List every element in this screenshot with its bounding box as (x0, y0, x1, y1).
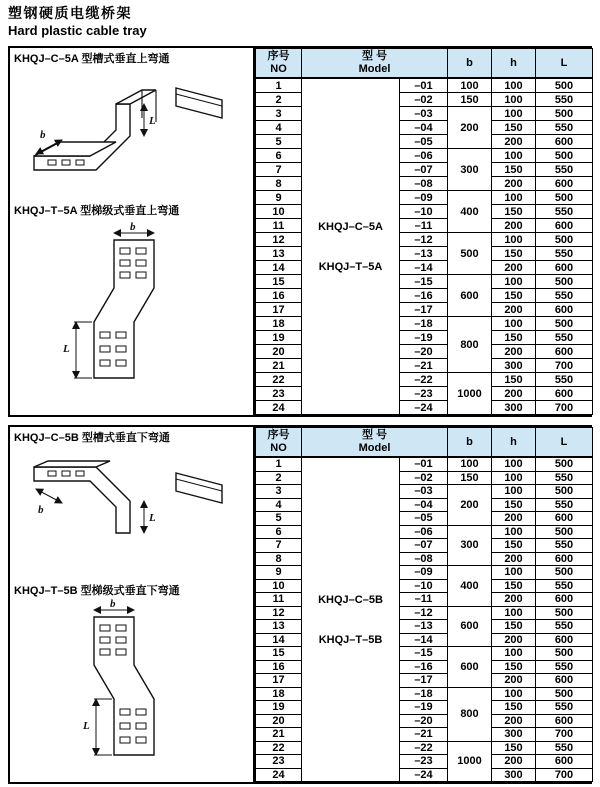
l-cell: 550 (536, 701, 593, 715)
model-suffix-cell: –12 (400, 606, 448, 620)
model-name-cell (302, 78, 400, 415)
l-cell: 600 (536, 345, 593, 359)
no-cell: 10 (256, 205, 302, 219)
h-cell: 200 (492, 261, 536, 275)
dim-b-label: b (130, 221, 136, 234)
model-suffix-cell: –05 (400, 512, 448, 526)
b-cell: 1000 (448, 741, 492, 782)
h-cell: 200 (492, 345, 536, 359)
b-cell: 100 (448, 78, 492, 93)
drawing-cell-5b (10, 427, 255, 782)
no-cell: 24 (256, 768, 302, 782)
no-cell: 9 (256, 191, 302, 205)
l-cell: 600 (536, 261, 593, 275)
h-cell: 300 (492, 401, 536, 415)
model-suffix-cell: –04 (400, 121, 448, 135)
l-cell: 600 (536, 135, 593, 149)
h-cell: 150 (492, 539, 536, 553)
spec-table-5a (255, 48, 593, 415)
h-cell: 200 (492, 552, 536, 566)
dim-l-label: L (83, 720, 90, 733)
h-cell: 150 (492, 163, 536, 177)
model-suffix-cell: –19 (400, 701, 448, 715)
spec-table-section-5a (8, 46, 592, 417)
spec-table-section-5b (8, 425, 592, 784)
header-row (256, 428, 593, 458)
l-cell: 600 (536, 674, 593, 688)
cover-piece-shape (176, 473, 222, 503)
no-cell: 14 (256, 633, 302, 647)
col-header-no: 序号 NO (256, 49, 302, 79)
no-cell: 20 (256, 714, 302, 728)
h-cell: 150 (492, 289, 536, 303)
spec-table-5b (255, 427, 593, 782)
l-cell: 500 (536, 566, 593, 580)
model-suffix-cell: –09 (400, 191, 448, 205)
h-cell: 100 (492, 275, 536, 289)
l-cell: 550 (536, 620, 593, 634)
no-cell: 20 (256, 345, 302, 359)
h-cell: 100 (492, 485, 536, 499)
b-cell: 800 (448, 687, 492, 741)
l-cell: 550 (536, 660, 593, 674)
no-cell: 19 (256, 701, 302, 715)
model-name-label: KHQJ–T–5B (318, 633, 383, 646)
b-cell: 400 (448, 566, 492, 607)
model-name-label: KHQJ–C–5B (318, 593, 383, 606)
col-header-h: h (492, 428, 536, 458)
no-cell: 18 (256, 687, 302, 701)
h-cell: 200 (492, 512, 536, 526)
no-cell: 11 (256, 219, 302, 233)
l-cell: 500 (536, 275, 593, 289)
model-suffix-cell: –11 (400, 593, 448, 607)
type-label-channel-5b: KHQJ–C–5B 型槽式垂直下弯通 (14, 432, 170, 445)
l-cell: 550 (536, 289, 593, 303)
header-row (256, 49, 593, 79)
model-suffix-cell: –05 (400, 135, 448, 149)
l-cell: 500 (536, 107, 593, 121)
model-suffix-cell: –23 (400, 387, 448, 401)
no-cell: 21 (256, 728, 302, 742)
h-cell: 100 (492, 78, 536, 93)
l-cell: 500 (536, 647, 593, 661)
h-cell: 200 (492, 755, 536, 769)
l-cell: 500 (536, 149, 593, 163)
l-cell: 550 (536, 741, 593, 755)
cover-piece-shape (176, 88, 222, 118)
model-suffix-cell: –22 (400, 741, 448, 755)
h-cell: 150 (492, 205, 536, 219)
no-cell: 9 (256, 566, 302, 580)
l-cell: 500 (536, 191, 593, 205)
model-suffix-cell: –20 (400, 345, 448, 359)
no-cell: 6 (256, 149, 302, 163)
model-suffix-cell: –21 (400, 359, 448, 373)
model-suffix-cell: –10 (400, 579, 448, 593)
no-cell: 17 (256, 674, 302, 688)
dim-b-label: b (110, 598, 116, 611)
b-cell: 500 (448, 233, 492, 275)
model-suffix-cell: –24 (400, 768, 448, 782)
model-suffix-cell: –02 (400, 93, 448, 107)
no-cell: 22 (256, 741, 302, 755)
no-cell: 12 (256, 606, 302, 620)
model-suffix-cell: –12 (400, 233, 448, 247)
h-cell: 100 (492, 647, 536, 661)
l-cell: 600 (536, 552, 593, 566)
no-cell: 3 (256, 107, 302, 121)
b-cell: 300 (448, 149, 492, 191)
l-cell: 600 (536, 755, 593, 769)
model-suffix-cell: –20 (400, 714, 448, 728)
no-cell: 23 (256, 755, 302, 769)
l-cell: 600 (536, 633, 593, 647)
h-cell: 200 (492, 387, 536, 401)
no-cell: 3 (256, 485, 302, 499)
model-suffix-cell: –13 (400, 620, 448, 634)
model-name-label: KHQJ–C–5A (318, 220, 383, 233)
l-cell: 550 (536, 539, 593, 553)
model-suffix-cell: –03 (400, 485, 448, 499)
h-cell: 200 (492, 714, 536, 728)
b-cell: 1000 (448, 373, 492, 415)
h-cell: 150 (492, 121, 536, 135)
l-cell: 550 (536, 121, 593, 135)
col-header-no: 序号 NO (256, 428, 302, 458)
no-cell: 15 (256, 275, 302, 289)
model-suffix-cell: –03 (400, 107, 448, 121)
l-cell: 500 (536, 606, 593, 620)
l-cell: 700 (536, 401, 593, 415)
col-header-h: h (492, 49, 536, 79)
model-suffix-cell: –17 (400, 674, 448, 688)
type-label-ladder-5a: KHQJ–T–5A 型梯级式垂直上弯通 (14, 205, 180, 218)
h-cell: 150 (492, 579, 536, 593)
type-label-ladder-5b: KHQJ–T–5B 型梯级式垂直下弯通 (14, 584, 180, 597)
dim-l-label: L (149, 115, 156, 128)
h-cell: 100 (492, 525, 536, 539)
b-cell: 300 (448, 525, 492, 566)
b-cell: 800 (448, 317, 492, 373)
l-cell: 550 (536, 331, 593, 345)
col-header-b: b (448, 428, 492, 458)
no-cell: 4 (256, 498, 302, 512)
no-cell: 11 (256, 593, 302, 607)
model-suffix-cell: –17 (400, 303, 448, 317)
model-suffix-cell: –24 (400, 401, 448, 415)
l-cell: 600 (536, 219, 593, 233)
no-cell: 12 (256, 233, 302, 247)
l-cell: 550 (536, 163, 593, 177)
no-cell: 13 (256, 620, 302, 634)
l-cell: 550 (536, 93, 593, 107)
b-cell: 150 (448, 93, 492, 107)
h-cell: 150 (492, 660, 536, 674)
model-suffix-cell: –11 (400, 219, 448, 233)
l-cell: 500 (536, 687, 593, 701)
model-suffix-cell: –14 (400, 633, 448, 647)
drawing-cell-5a (10, 48, 255, 415)
h-cell: 200 (492, 177, 536, 191)
l-cell: 500 (536, 317, 593, 331)
h-cell: 100 (492, 191, 536, 205)
b-cell: 600 (448, 647, 492, 688)
no-cell: 13 (256, 247, 302, 261)
h-cell: 300 (492, 768, 536, 782)
l-cell: 600 (536, 177, 593, 191)
b-cell: 200 (448, 485, 492, 526)
l-cell: 500 (536, 525, 593, 539)
model-suffix-cell: –07 (400, 163, 448, 177)
l-cell: 700 (536, 768, 593, 782)
model-suffix-cell: –06 (400, 149, 448, 163)
no-cell: 10 (256, 579, 302, 593)
l-cell: 600 (536, 714, 593, 728)
no-cell: 4 (256, 121, 302, 135)
model-suffix-cell: –21 (400, 728, 448, 742)
no-cell: 19 (256, 331, 302, 345)
model-suffix-cell: –01 (400, 457, 448, 471)
model-suffix-cell: –04 (400, 498, 448, 512)
l-cell: 550 (536, 471, 593, 485)
channel-elbow-down-drawing (18, 453, 243, 573)
no-cell: 14 (256, 261, 302, 275)
no-cell: 23 (256, 387, 302, 401)
model-suffix-cell: –14 (400, 261, 448, 275)
h-cell: 200 (492, 219, 536, 233)
h-cell: 150 (492, 701, 536, 715)
no-cell: 16 (256, 660, 302, 674)
dim-b-label: b (40, 129, 46, 142)
h-cell: 100 (492, 606, 536, 620)
h-cell: 200 (492, 674, 536, 688)
l-cell: 500 (536, 78, 593, 93)
h-cell: 300 (492, 728, 536, 742)
dim-l-label: L (63, 343, 70, 356)
h-cell: 200 (492, 633, 536, 647)
l-cell: 700 (536, 359, 593, 373)
l-cell: 550 (536, 498, 593, 512)
col-header-b: b (448, 49, 492, 79)
model-suffix-cell: –16 (400, 660, 448, 674)
model-suffix-cell: –23 (400, 755, 448, 769)
h-cell: 150 (492, 620, 536, 634)
l-cell: 550 (536, 205, 593, 219)
h-cell: 100 (492, 566, 536, 580)
l-cell: 700 (536, 728, 593, 742)
ladder-elbow-up-drawing (30, 220, 230, 410)
model-suffix-cell: –13 (400, 247, 448, 261)
l-cell: 500 (536, 457, 593, 471)
page-header (8, 5, 592, 38)
no-cell: 1 (256, 78, 302, 93)
model-suffix-cell: –09 (400, 566, 448, 580)
l-cell: 600 (536, 593, 593, 607)
h-cell: 150 (492, 498, 536, 512)
l-cell: 600 (536, 512, 593, 526)
h-cell: 200 (492, 303, 536, 317)
l-cell: 600 (536, 303, 593, 317)
b-cell: 600 (448, 606, 492, 647)
model-suffix-cell: –15 (400, 275, 448, 289)
h-cell: 150 (492, 373, 536, 387)
h-cell: 100 (492, 107, 536, 121)
l-cell: 500 (536, 233, 593, 247)
no-cell: 18 (256, 317, 302, 331)
model-suffix-cell: –10 (400, 205, 448, 219)
col-header-l: L (536, 428, 593, 458)
model-suffix-cell: –18 (400, 317, 448, 331)
l-cell: 600 (536, 387, 593, 401)
h-cell: 200 (492, 135, 536, 149)
b-cell: 600 (448, 275, 492, 317)
type-label-channel-5a: KHQJ–C–5A 型槽式垂直上弯通 (14, 53, 170, 66)
h-cell: 100 (492, 149, 536, 163)
h-cell: 100 (492, 93, 536, 107)
h-cell: 100 (492, 471, 536, 485)
model-suffix-cell: –02 (400, 471, 448, 485)
b-cell: 400 (448, 191, 492, 233)
no-cell: 8 (256, 552, 302, 566)
model-suffix-cell: –15 (400, 647, 448, 661)
model-suffix-cell: –08 (400, 552, 448, 566)
h-cell: 150 (492, 741, 536, 755)
model-name-label: KHQJ–T–5A (318, 260, 383, 273)
channel-elbow-up-drawing (18, 74, 243, 194)
h-cell: 150 (492, 331, 536, 345)
no-cell: 5 (256, 135, 302, 149)
b-cell: 100 (448, 457, 492, 471)
dim-b-label: b (38, 504, 44, 517)
h-cell: 100 (492, 233, 536, 247)
page-title-zh: 塑钢硬质电缆桥架 (8, 5, 132, 21)
no-cell: 7 (256, 539, 302, 553)
model-suffix-cell: –08 (400, 177, 448, 191)
no-cell: 17 (256, 303, 302, 317)
model-suffix-cell: –18 (400, 687, 448, 701)
h-cell: 150 (492, 247, 536, 261)
no-cell: 7 (256, 163, 302, 177)
no-cell: 6 (256, 525, 302, 539)
no-cell: 2 (256, 471, 302, 485)
h-cell: 300 (492, 359, 536, 373)
b-cell: 200 (448, 107, 492, 149)
no-cell: 21 (256, 359, 302, 373)
spec-row (256, 457, 593, 471)
no-cell: 5 (256, 512, 302, 526)
model-suffix-cell: –22 (400, 373, 448, 387)
ladder-elbow-down-drawing (30, 597, 230, 787)
h-cell: 100 (492, 317, 536, 331)
l-cell: 550 (536, 373, 593, 387)
h-cell: 100 (492, 687, 536, 701)
no-cell: 8 (256, 177, 302, 191)
h-cell: 100 (492, 457, 536, 471)
l-cell: 500 (536, 485, 593, 499)
model-name-cell (302, 457, 400, 782)
l-cell: 550 (536, 579, 593, 593)
model-suffix-cell: –01 (400, 78, 448, 93)
model-suffix-cell: –07 (400, 539, 448, 553)
page-title-en: Hard plastic cable tray (8, 22, 147, 38)
no-cell: 16 (256, 289, 302, 303)
no-cell: 15 (256, 647, 302, 661)
col-header-l: L (536, 49, 593, 79)
no-cell: 2 (256, 93, 302, 107)
col-header-model: 型 号 Model (302, 428, 448, 458)
col-header-model: 型 号 Model (302, 49, 448, 79)
h-cell: 200 (492, 593, 536, 607)
spec-row (256, 78, 593, 93)
l-cell: 550 (536, 247, 593, 261)
no-cell: 1 (256, 457, 302, 471)
model-suffix-cell: –19 (400, 331, 448, 345)
model-suffix-cell: –16 (400, 289, 448, 303)
no-cell: 22 (256, 373, 302, 387)
b-cell: 150 (448, 471, 492, 485)
dim-l-label: L (149, 512, 156, 525)
model-suffix-cell: –06 (400, 525, 448, 539)
no-cell: 24 (256, 401, 302, 415)
